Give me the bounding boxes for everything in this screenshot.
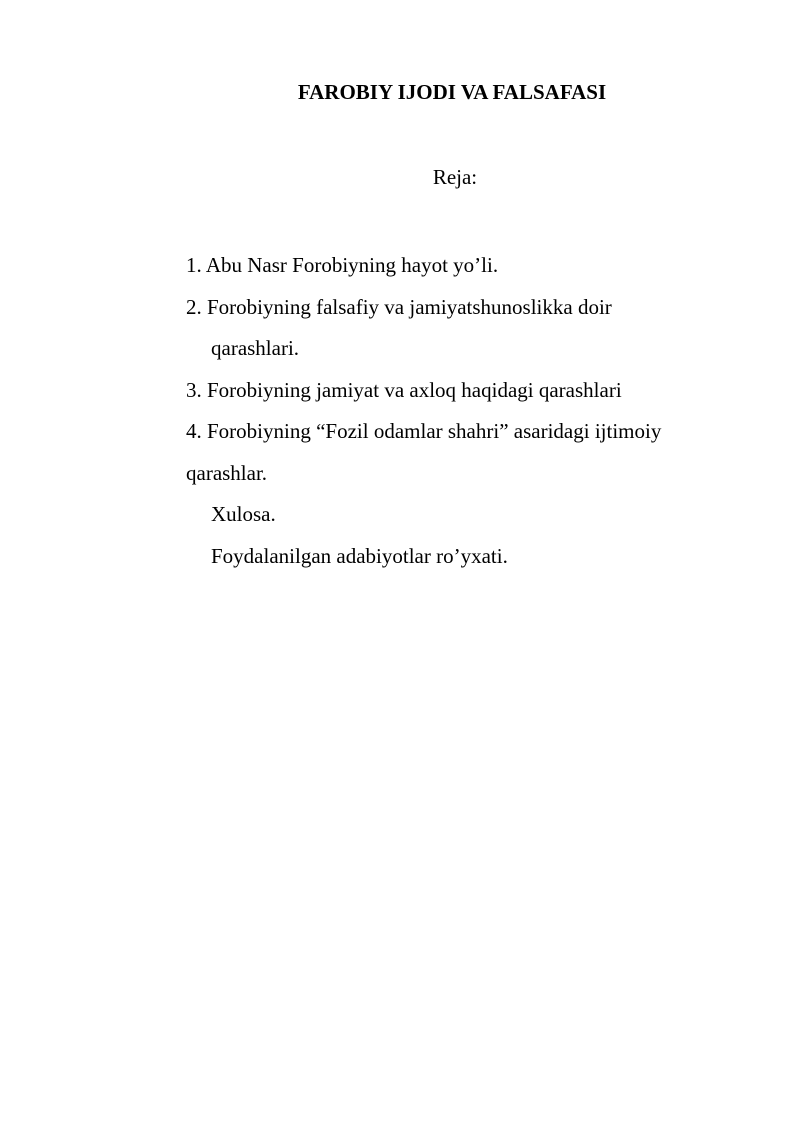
- plan-item-1: 1. Abu Nasr Forobiyning hayot yo’li.: [186, 253, 499, 277]
- plan-item-4: 4. Forobiyning “Fozil odamlar shahri” asaridagi ijtimoiy: [186, 419, 662, 443]
- plan-list: [186, 245, 766, 577]
- plan-item-3: 3. Forobiyning jamiyat va axloq haqidagi qarashlari: [186, 377, 622, 402]
- plan-heading: Reja:: [432, 165, 478, 189]
- plan-conclusion: Xulosa.: [211, 502, 276, 526]
- plan-references: Foydalanilgan adabiyotlar ro’yxati.: [211, 543, 508, 568]
- plan-item-4-continued: qarashlar.: [186, 460, 268, 485]
- plan-item-2-continued: qarashlari.: [211, 336, 300, 360]
- document-title: FAROBIY IJODI VA FALSAFASI: [297, 80, 607, 104]
- plan-item-2: 2. Forobiyning falsafiy va jamiyatshunoslikka doir: [186, 294, 612, 319]
